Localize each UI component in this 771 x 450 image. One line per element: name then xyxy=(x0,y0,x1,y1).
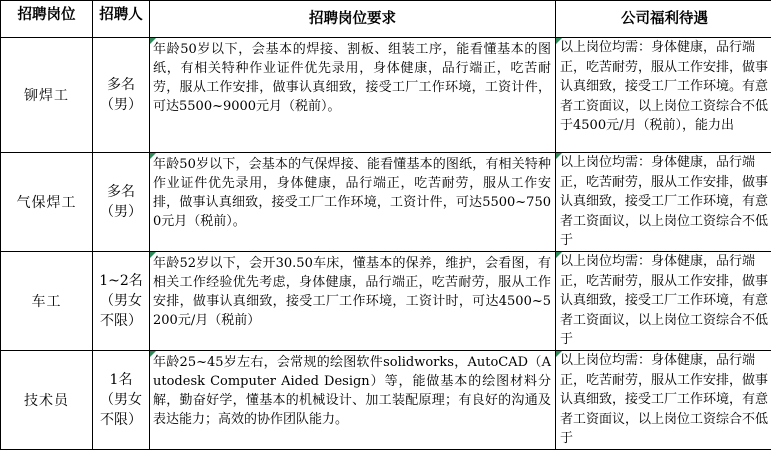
table-row xyxy=(1,252,771,351)
requirements-cell[interactable] xyxy=(150,38,556,153)
count-line: 1名 xyxy=(95,370,147,390)
benefits-cell[interactable] xyxy=(556,252,771,351)
requirements-cell[interactable] xyxy=(150,252,556,351)
benefits-text: 以上岗位均需：身体健康，品行端正，吃苦耐劳，服从工作安排，做事认真细致，接受工厂工作环境。有意者工资面议，以上岗位工资综合不低于4500元/月（税前），能力出 xyxy=(560,38,769,150)
count-cell[interactable] xyxy=(93,153,150,252)
count-line: 多名 xyxy=(95,182,147,202)
table-row xyxy=(1,38,771,153)
position-cell[interactable]: 技术员 xyxy=(1,351,93,450)
table-row xyxy=(1,351,771,450)
header-count: 招聘人 xyxy=(93,1,150,38)
count-line: （男女 xyxy=(95,291,147,311)
comment-marker-icon xyxy=(150,252,156,258)
requirements-text: 年龄50岁以下，会基本的焊接、割板、组装工序，能看懂基本的图纸，有相关特种作业证件优先录用，身体健康，品行端正，吃苦耐劳，服从工作安排，做事认真细致，接受工厂工作环境，工资计件，可达5500~9000元月（税前）。 xyxy=(153,42,551,114)
count-line: （男女 xyxy=(95,390,147,410)
comment-marker-icon xyxy=(150,153,156,159)
comment-marker-icon xyxy=(150,38,156,44)
position-cell[interactable]: 车工 xyxy=(1,252,93,351)
count-cell[interactable] xyxy=(93,38,150,153)
benefits-cell[interactable] xyxy=(556,153,771,252)
count-line: 不限） xyxy=(95,311,147,331)
benefits-text: 以上岗位均需：身体健康，品行端正，吃苦耐劳，服从工作安排，做事认真细致，接受工厂工作环境，有意者工资面议，以上岗位工资综合不低于 xyxy=(560,351,769,447)
comment-marker-icon xyxy=(556,351,562,357)
count-cell[interactable] xyxy=(93,351,150,450)
table-row xyxy=(1,153,771,252)
comment-marker-icon xyxy=(556,252,562,258)
count-line: 不限） xyxy=(95,410,147,430)
comment-marker-icon xyxy=(556,38,562,44)
count-line: 1~2名 xyxy=(95,271,147,291)
requirements-text: 年龄52岁以下，会开30.50车床，懂基本的保养，维护，会看图，有相关工作经验优先考虑，身体健康，品行端正，吃苦耐劳，服从工作安排，做事认真细致，接受工厂工作环境，工资计时，可达4500~5200元/月（税前） xyxy=(153,256,551,328)
count-line: （男） xyxy=(95,95,147,115)
requirements-text: 年龄50岁以下，会基本的气保焊接、能看懂基本的图纸，有相关特种作业证件优先录用，身体健康，品行端正，吃苦耐劳，服从工作安排，做事认真细致，接受工厂工作环境，工资计件，可达5500~7500元月（税前）。 xyxy=(153,157,551,229)
benefits-text: 以上岗位均需：身体健康，品行端正，吃苦耐劳，服从工作安排，做事认真细致，接受工厂工作环境，有意者工资面议，以上岗位工资综合不低于 xyxy=(560,153,769,249)
count-line: 多名 xyxy=(95,75,147,95)
header-benefits: 公司福利待遇 xyxy=(556,1,771,38)
count-cell[interactable] xyxy=(93,252,150,351)
benefits-text: 以上岗位均需：身体健康，品行端正，吃苦耐劳，服从工作安排，做事认真细致，接受工厂工作环境，有意者工资面议，以上岗位工资综合不低于 xyxy=(560,252,769,348)
requirements-text: 年龄25~45岁左右，会常规的绘图软件solidworks，AutoCAD（Autodesk Computer Aided Design）等，能做基本的绘图材料分解，勤奋好学，懂基本的机械设计、加工装配原理；有良好的沟通及表达能力；高效的协作团队能力。 xyxy=(153,355,551,427)
header-row xyxy=(1,1,771,38)
count-line: （男） xyxy=(95,202,147,222)
comment-marker-icon xyxy=(556,153,562,159)
benefits-cell[interactable] xyxy=(556,38,771,153)
benefits-cell[interactable] xyxy=(556,351,771,450)
position-cell[interactable]: 气保焊工 xyxy=(1,153,93,252)
comment-marker-icon xyxy=(150,351,156,357)
position-cell[interactable]: 铆焊工 xyxy=(1,38,93,153)
header-position: 招聘岗位 xyxy=(1,1,93,38)
header-requirements: 招聘岗位要求 xyxy=(150,1,556,38)
requirements-cell[interactable] xyxy=(150,153,556,252)
requirements-cell[interactable] xyxy=(150,351,556,450)
